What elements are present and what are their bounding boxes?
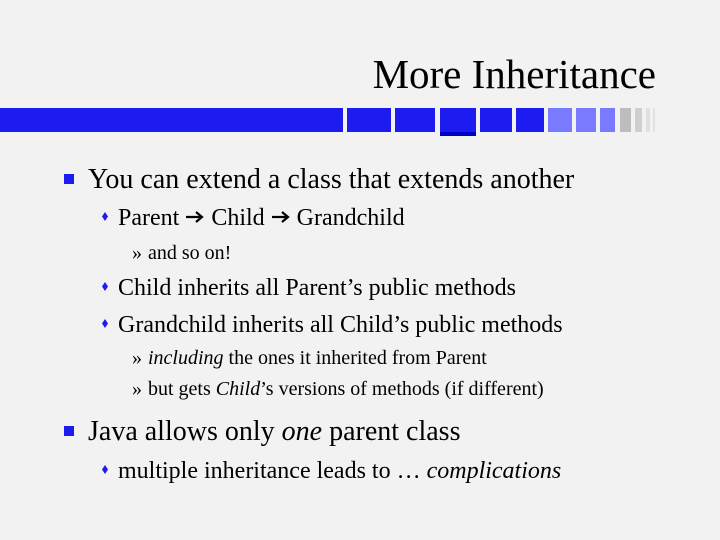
slide-title: More Inheritance <box>372 51 656 97</box>
guillemet-bullet: » <box>132 378 142 400</box>
bullet-child-versions: » but gets Child’s versions of methods (if different) <box>132 378 544 400</box>
bullet-extend-class: You can extend a class that extends another <box>64 166 574 194</box>
bullet-child-inherits: Child inherits all Parent’s public methods <box>102 276 516 300</box>
right-arrow-icon <box>271 210 291 224</box>
square-bullet-icon <box>64 426 74 436</box>
bullet-java-one-parent: Java allows only one parent class <box>64 418 460 446</box>
bullet-grandchild-inherits: Grandchild inherits all Child’s public methods <box>102 313 563 337</box>
diamond-bullet-icon <box>102 465 108 474</box>
right-arrow-icon <box>185 210 205 224</box>
bullet-and-so-on: » and so on! <box>132 242 232 264</box>
diamond-bullet-icon <box>102 319 108 328</box>
bullet-multiple-inheritance: multiple inheritance leads to … complications <box>102 459 561 483</box>
diamond-bullet-icon <box>102 282 108 291</box>
decorative-block-bar <box>0 108 720 132</box>
diamond-bullet-icon <box>102 212 108 221</box>
guillemet-bullet: » <box>132 242 142 264</box>
bullet-parent-child-grandchild: Parent Child Grandchild <box>102 206 405 230</box>
square-bullet-icon <box>64 174 74 184</box>
guillemet-bullet: » <box>132 347 142 369</box>
bullet-including: » including the ones it inherited from Parent <box>132 347 487 369</box>
